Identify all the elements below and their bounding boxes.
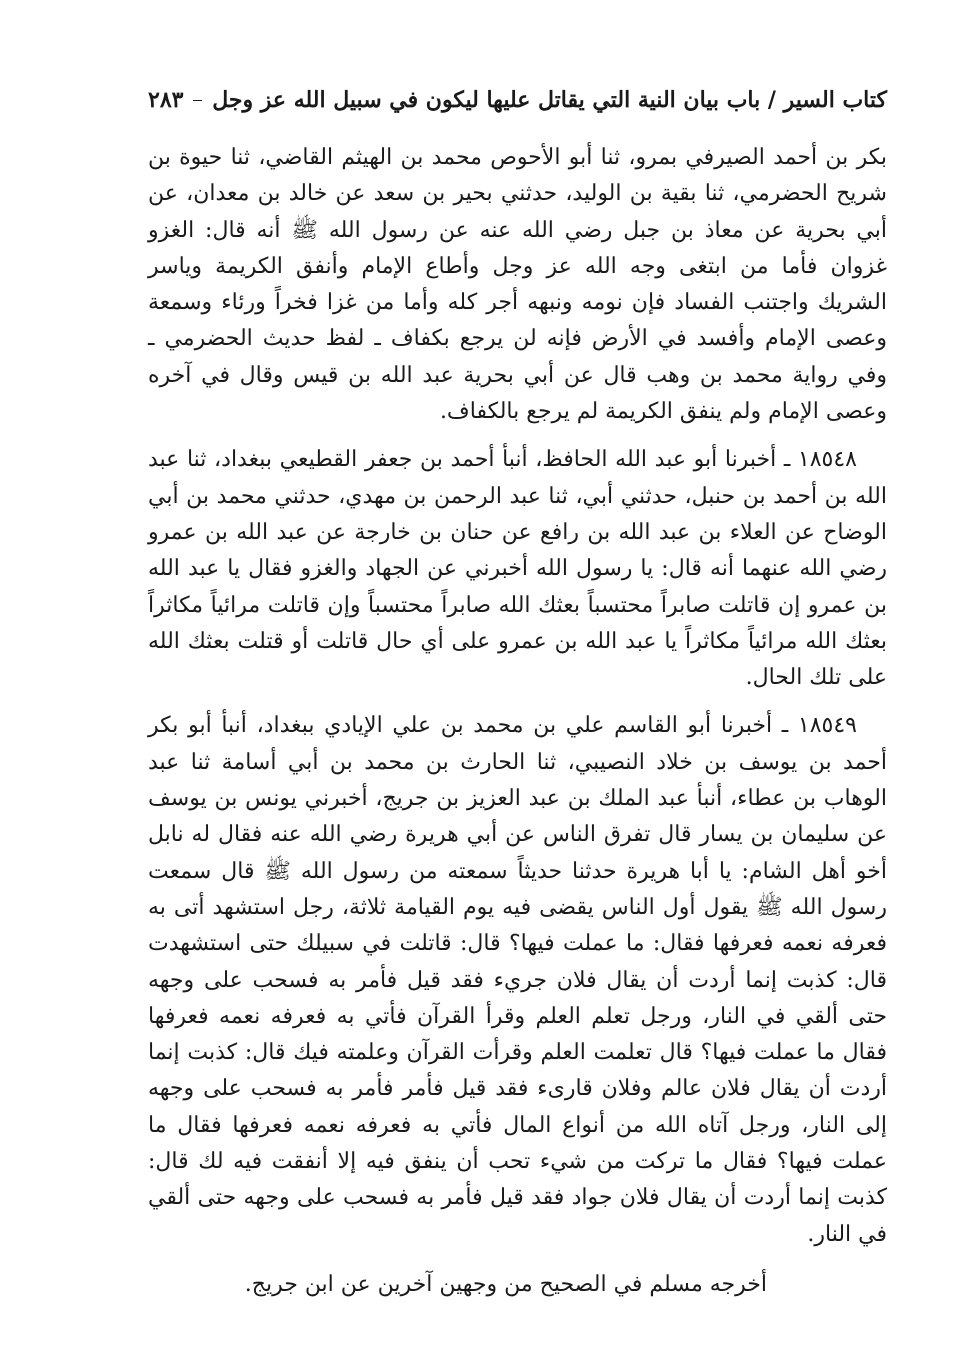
page-number: ٢٨٣ bbox=[148, 87, 184, 113]
hadith-18548: ١٨٥٤٨ ـ أخبرنا أبو عبد الله الحافظ، أنبأ أحمد بن جعفر القطيعي ببغداد، ثنا عبد الله بن أحمد بن حنبل، حدثني أبي، ثنا عبد الرحمن بن مهدي، حدثني محمد بن أبي الوضاح عن العلاء بن عبد الله بن رافع عن حنان بن خارجة عن عبد الله بن عمرو رضي الله عنهما أنه قال: يا رسول الله أخبرني عن الجهاد والغزو فقال يا عبد الله بن عمرو إن قاتلت صابراً محتسباً بعثك الله صابراً محتسباً وإن قاتلت مرائياً مكاثراً بعثك الله مرائياً مكاثراً يا عبد الله بن عمرو على أي حال قاتلت أو قتلت بعثك الله على تلك الحال. bbox=[148, 447, 887, 691]
header-rule bbox=[193, 100, 202, 101]
page-body bbox=[148, 140, 887, 1303]
running-header bbox=[148, 80, 887, 120]
paragraph-continuation: بكر بن أحمد الصيرفي بمرو، ثنا أبو الأحوص محمد بن الهيثم القاضي، ثنا حيوة بن شريح الحضرمي، ثنا بقية بن الوليد، حدثني بحير بن سعد عن خالد بن معدان، عن أبي بحرية عن معاذ بن جبل رضي الله عنه عن رسول الله ﷺ أنه قال: الغزو غزوان فأما من ابتغى وجه الله عز وجل وأطاع الإمام وأنفق الكريمة وياسر الشريك واجتنب الفساد فإن نومه ونبهه أجر كله وأما من غزا فخراً ورئاء وسمعة وعصى الإمام وأفسد في الأرض فإنه لن يرجع بكفاف ـ لفظ حديث الحضرمي ـ وفي رواية محمد بن وهب قال عن أبي بحرية عبد الله بن قيس وقال في آخره وعصى الإمام ولم ينفق الكريمة لم يرجع بالكفاف. bbox=[148, 145, 887, 425]
running-title: كتاب السير / باب بيان النية التي يقاتل عليها ليكون في سبيل الله عز وجل bbox=[212, 87, 887, 113]
takhrij-note: أخرجه مسلم في الصحيح من وجهين آخرين عن ابن جريج. bbox=[244, 1271, 767, 1297]
hadith-18549: ١٨٥٤٩ ـ أخبرنا أبو القاسم علي بن محمد بن علي الإيادي ببغداد، أنبأ أبو بكر أحمد بن يوسف بن خلاد النصيبي، ثنا الحارث بن محمد بن أبي أسامة ثنا عبد الوهاب بن عطاء، أنبأ عبد الملك بن عبد العزيز بن جريج، أخبرني يونس بن يوسف عن سليمان بن يسار قال تفرق الناس عن أبي هريرة رضي الله عنه فقال له نابل أخو أهل الشام: يا أبا هريرة حدثنا حديثاً سمعته من رسول الله ﷺ قال سمعت رسول الله ﷺ يقول أول الناس يقضى فيه يوم القيامة ثلاثة، رجل استشهد أتى به فعرفه نعمه فعرفها فقال: ما عملت فيها؟ قال: قاتلت في سبيلك حتى استشهدت قال: كذبت إنما أردت أن يقال فلان جريء فقد قيل فأمر به فسحب على وجهه حتى ألقي في النار، ورجل تعلم العلم وقرأ القرآن فأتي به فعرفه نعمه فعرفها فقال ما عملت فيها؟ قال تعلمت العلم وقرأت القرآن وعلمته فيك قال: كذبت إنما أردت أن يقال فلان عالم وفلان قارىء فقد قيل فأمر فأمر به فسحب على وجهه إلى النار، ورجل آتاه الله من أنواع المال فأتي به فعرفه نعمه فعرفها فقال ما عملت فيها؟ فقال ما تركت من شيء تحب أن ينفق فيه إلا أنفقت فيه لك قال: كذبت إنما أردت أن يقال فلان جواد فقد قيل فأمر به فسحب على وجهه حتى ألقي في النار. bbox=[148, 713, 887, 1247]
